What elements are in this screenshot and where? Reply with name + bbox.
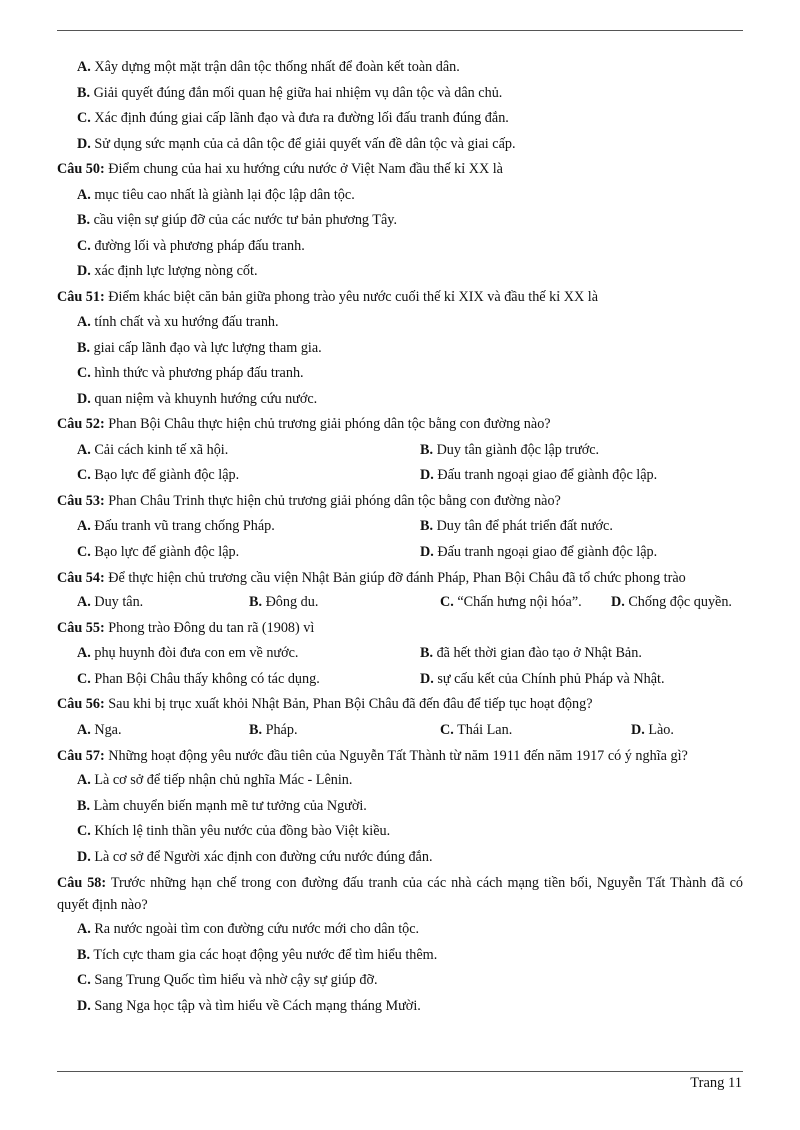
option [57, 336, 743, 362]
option-letter: D. [611, 594, 625, 610]
option [57, 994, 743, 1020]
option-letter: D. [420, 467, 434, 483]
option-text: Đấu tranh vũ trang chống Pháp. [94, 518, 275, 534]
option-text: Ra nước ngoài tìm con đường cứu nước mới cho dân tộc. [94, 921, 420, 937]
option-letter: A. [77, 721, 91, 738]
option-line [57, 968, 743, 994]
option [611, 718, 674, 744]
option [57, 132, 743, 158]
option-letter: B. [420, 518, 434, 534]
page-number: Trang 11 [690, 1075, 742, 1091]
question-stem [57, 285, 743, 311]
question-sheet [57, 55, 743, 1019]
option-line [57, 310, 743, 336]
option-letter: D. [77, 390, 91, 407]
option [420, 718, 611, 744]
option [420, 590, 611, 616]
option-letter: C. [77, 823, 91, 839]
option-line [57, 387, 743, 413]
option-text: đã hết thời gian đào tạo ở Nhật Bản. [436, 645, 642, 661]
option [57, 234, 743, 260]
option-text: quan niệm và khuynh hướng cứu nước. [94, 390, 318, 407]
option-letter: A. [77, 921, 91, 937]
option-letter: A. [77, 645, 91, 661]
option [400, 540, 657, 566]
option-letter: B. [420, 645, 434, 661]
question-number: Câu 54: [57, 570, 105, 586]
option-line [57, 259, 743, 285]
option-text: Đấu tranh ngoại giao để giành độc lập. [437, 467, 658, 483]
question-number: Câu 57: [57, 748, 105, 764]
option [57, 590, 229, 616]
option-line [57, 667, 743, 693]
option-line [57, 768, 743, 794]
option-line [57, 943, 743, 969]
option [57, 55, 743, 81]
question-stem [57, 412, 743, 438]
option [400, 667, 665, 693]
option-line [57, 641, 743, 667]
option-text: Đông du. [265, 594, 319, 610]
question-stem [57, 692, 743, 718]
option-line [57, 336, 743, 362]
option-text: Khích lệ tinh thần yêu nước của đồng bào Việt kiều. [94, 823, 391, 839]
option-letter: B. [77, 946, 91, 963]
question-text: Phong trào Đông du tan rã (1908) vì [108, 619, 315, 636]
option-text: Bạo lực để giành độc lập. [94, 467, 240, 483]
option-line [57, 540, 743, 566]
option [400, 514, 613, 540]
option-line [57, 132, 743, 158]
option-text: Xác định đúng giai cấp lãnh đạo và đưa ra đường lối đấu tranh đúng đắn. [94, 110, 509, 126]
question-number: Câu 55: [57, 619, 105, 636]
option-text: giai cấp lãnh đạo và lực lượng tham gia. [93, 339, 322, 356]
option-letter: C. [77, 972, 91, 988]
option-letter: B. [77, 339, 91, 356]
option-text: Là cơ sở để tiếp nhận chủ nghĩa Mác - Lênin. [94, 772, 353, 788]
question-number: Câu 53: [57, 492, 105, 509]
option-letter: A. [77, 518, 91, 534]
option-text: Pháp. [265, 721, 298, 738]
question-text: Trước những hạn chế trong con đường đấu tranh của các nhà cách mạng tiền bối, Nguyễn Tất Thành đã có quyết định nào? [57, 875, 743, 913]
option [57, 943, 743, 969]
option [57, 540, 400, 566]
question-number: Câu 56: [57, 696, 105, 712]
option-text: Xây dựng một mặt trận dân tộc thống nhất để đoàn kết toàn dân. [94, 59, 460, 75]
option [400, 641, 642, 667]
option-letter: A. [77, 59, 91, 75]
option [57, 768, 743, 794]
option [57, 667, 400, 693]
question-number: Câu 50: [57, 161, 105, 177]
option-letter: D. [77, 997, 91, 1014]
option-letter: A. [77, 772, 91, 788]
option-text: Sang Nga học tập và tìm hiểu về Cách mạng tháng Mười. [94, 997, 421, 1014]
option-letter: C. [440, 594, 454, 610]
option-letter: C. [77, 543, 91, 560]
option-letter: B. [420, 441, 434, 458]
option-text: Chống độc quyền. [628, 594, 732, 610]
option-line [57, 55, 743, 81]
question-stem [57, 489, 743, 515]
option-line [57, 845, 743, 871]
option-text: Là cơ sở để Người xác định con đường cứu nước đúng đắn. [94, 848, 433, 865]
option-line [57, 438, 743, 464]
question-number: Câu 58: [57, 875, 107, 891]
option [57, 463, 400, 489]
option-text: đường lối và phương pháp đấu tranh. [94, 237, 305, 254]
option-line [57, 463, 743, 489]
option [400, 438, 599, 464]
option-text: Giải quyết đúng đắn mối quan hệ giữa hai nhiệm vụ dân tộc và dân chủ. [93, 84, 503, 101]
option [57, 438, 400, 464]
option [57, 106, 743, 132]
option-text: phụ huynh đòi đưa con em về nước. [94, 645, 299, 661]
option-letter: D. [631, 721, 645, 738]
option [57, 845, 743, 871]
option-text: cầu viện sự giúp đỡ của các nước tư bản phương Tây. [93, 212, 397, 228]
question-text: Những hoạt động yêu nước đầu tiên của Nguyễn Tất Thành từ năm 1911 đến năm 1917 có ý nghĩa gì? [108, 748, 688, 764]
option-letter: D. [77, 263, 91, 279]
option-letter: C. [77, 670, 91, 687]
question-number: Câu 52: [57, 416, 105, 432]
option-text: Lào. [648, 721, 674, 738]
option-letter: A. [77, 186, 91, 203]
option-letter: B. [249, 594, 263, 610]
question-stem [57, 870, 743, 917]
option [400, 463, 657, 489]
question-text: Để thực hiện chủ trương cầu viện Nhật Bản giúp đỡ đánh Pháp, Phan Bội Châu đã tổ chức phong trào [108, 570, 686, 586]
option-text: Duy tân. [94, 594, 144, 610]
option-line [57, 234, 743, 260]
question-text: Điểm khác biệt căn bản giữa phong trào yêu nước cuối thế kỉ XIX và đầu thế kỉ XX là [108, 288, 598, 305]
option [57, 794, 743, 820]
option-letter: B. [77, 212, 91, 228]
option-line [57, 208, 743, 234]
option [57, 81, 743, 107]
option-line [57, 183, 743, 209]
option-letter: C. [77, 365, 91, 381]
option [611, 590, 732, 616]
option-text: “Chấn hưng nội hóa”. [457, 594, 582, 610]
option [57, 968, 743, 994]
option-letter: B. [249, 721, 263, 738]
question-stem [57, 565, 743, 590]
option-letter: A. [77, 441, 91, 458]
option-text: Thái Lan. [457, 721, 513, 738]
option [57, 183, 743, 209]
option [229, 590, 420, 616]
option-letter: C. [77, 110, 91, 126]
option-text: hình thức và phương pháp đấu tranh. [94, 365, 304, 381]
option [57, 259, 743, 285]
option-text: sự cấu kết của Chính phủ Pháp và Nhật. [437, 670, 665, 687]
option-text: Duy tân giành độc lập trước. [436, 441, 600, 458]
option [57, 208, 743, 234]
option-line [57, 81, 743, 107]
option-letter: A. [77, 594, 91, 610]
option-text: tính chất và xu hướng đấu tranh. [94, 314, 279, 330]
question-number: Câu 51: [57, 288, 105, 305]
option [229, 718, 420, 744]
option-text: mục tiêu cao nhất là giành lại độc lập dân tộc. [94, 186, 355, 203]
question-stem [57, 616, 743, 642]
option [57, 514, 400, 540]
option-line [57, 718, 743, 744]
option-text: Phan Bội Châu thấy không có tác dụng. [94, 670, 320, 687]
option-text: Sử dụng sức mạnh của cả dân tộc để giải quyết vấn đề dân tộc và giai cấp. [94, 135, 516, 152]
option-text: Duy tân để phát triển đất nước. [436, 518, 613, 534]
option-text: Làm chuyển biến mạnh mẽ tư tưởng của Người. [93, 797, 367, 814]
option-letter: D. [77, 848, 91, 865]
question-text: Sau khi bị trục xuất khỏi Nhật Bản, Phan Bội Châu đã đến đâu để tiếp tục hoạt động? [108, 696, 593, 712]
option-line [57, 917, 743, 943]
option-line [57, 361, 743, 387]
option [57, 718, 229, 744]
question-stem [57, 157, 743, 183]
header-rule [57, 30, 743, 31]
option-letter: B. [77, 84, 91, 101]
question-text: Phan Bội Châu thực hiện chủ trương giải phóng dân tộc bằng con đường nào? [108, 416, 551, 432]
option-text: Bạo lực để giành độc lập. [94, 543, 240, 560]
option-text: Tích cực tham gia các hoạt động yêu nước để tìm hiểu thêm. [93, 946, 438, 963]
option-text: Sang Trung Quốc tìm hiểu và nhờ cậy sự giúp đỡ. [94, 972, 378, 988]
option-letter: C. [77, 237, 91, 254]
option-letter: A. [77, 314, 91, 330]
option-letter: B. [77, 797, 91, 814]
option-letter: D. [420, 670, 434, 687]
option [57, 310, 743, 336]
option-text: Nga. [94, 721, 122, 738]
option-letter: C. [77, 467, 91, 483]
option [57, 917, 743, 943]
option-line [57, 994, 743, 1020]
option-line [57, 794, 743, 820]
question-text: Phan Châu Trinh thực hiện chủ trương giải phóng dân tộc bằng con đường nào? [108, 492, 561, 509]
option-letter: D. [77, 135, 91, 152]
option-text: Cải cách kinh tế xã hội. [94, 441, 229, 458]
option [57, 819, 743, 845]
option [57, 387, 743, 413]
question-text: Điểm chung của hai xu hướng cứu nước ở Việt Nam đầu thế kỉ XX là [108, 161, 503, 177]
question-stem [57, 743, 743, 768]
option [57, 361, 743, 387]
option-line [57, 106, 743, 132]
option-letter: C. [440, 721, 454, 738]
option-text: Đấu tranh ngoại giao để giành độc lập. [437, 543, 658, 560]
option [57, 641, 400, 667]
footer-rule [57, 1071, 743, 1072]
option-letter: D. [420, 543, 434, 560]
option-line [57, 819, 743, 845]
option-line [57, 514, 743, 540]
option-line [57, 590, 743, 616]
option-text: xác định lực lượng nòng cốt. [94, 263, 258, 279]
